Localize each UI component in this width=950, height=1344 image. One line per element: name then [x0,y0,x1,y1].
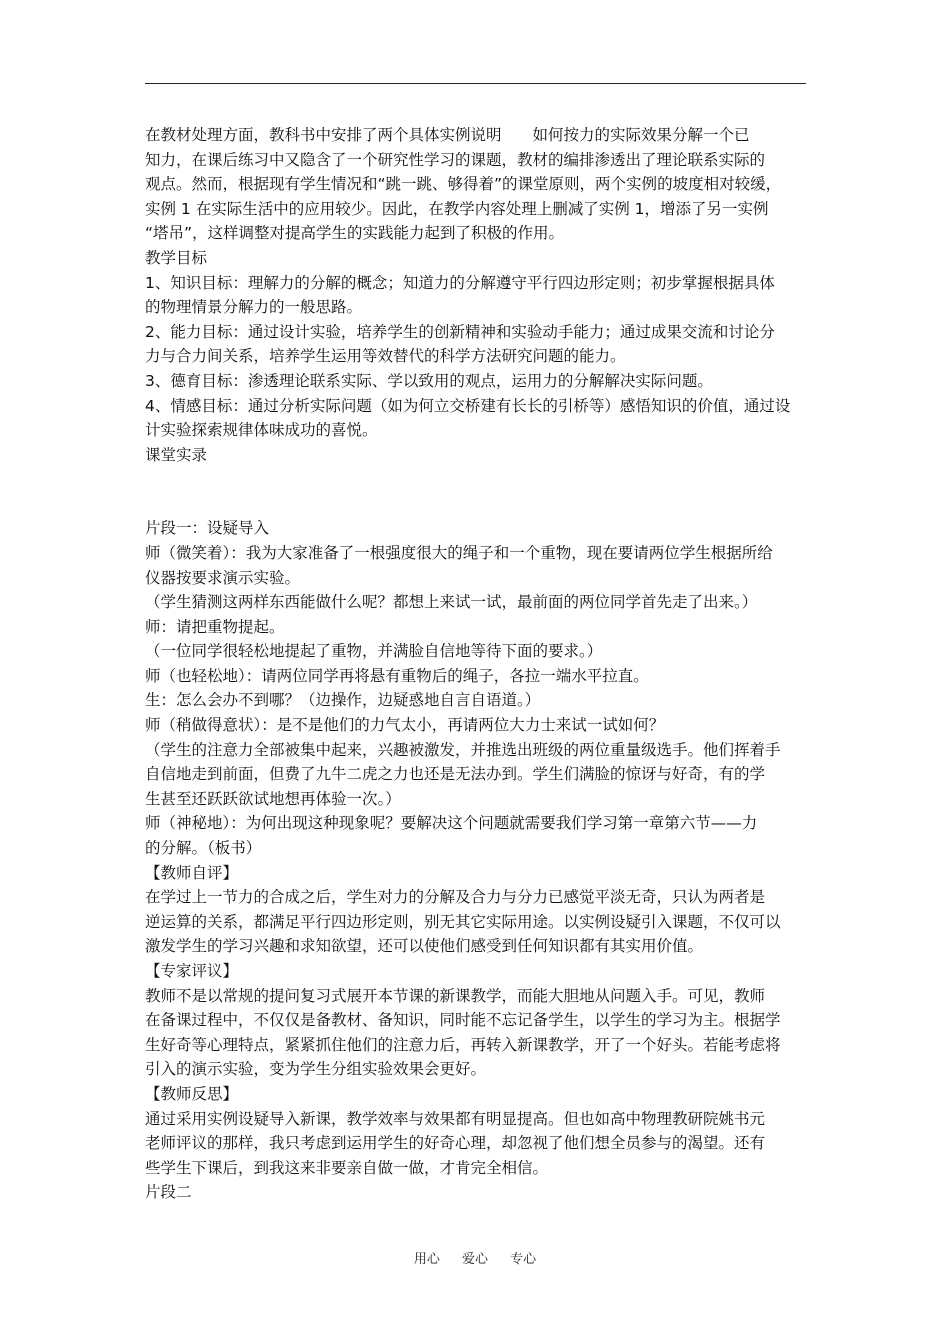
subsection-heading: 【教师自评】 [145,863,239,882]
subsection-heading: 【教师反思】 [145,1084,239,1103]
paragraph-line: 激发学生的学习兴趣和求知欲望，还可以使他们感受到任何知识都有其实用价值。 [145,937,704,956]
paragraph-line: 1、知识目标：理解力的分解的概念；知道力的分解遵守平行四边形定则；初步掌握根据具体 [145,273,775,292]
paragraph-line: 师（稍做得意状）：是不是他们的力气太小，再请两位大力士来试一试如何？ [145,716,665,735]
paragraph-line: “塔吊”，这样调整对提高学生的实践能力起到了积极的作用。 [145,224,565,243]
header-rule [145,83,806,84]
paragraph-line: 观点。然而，根据现有学生情况和“跳一跳、够得着”的课堂原则，两个实例的坡度相对较缓， [145,175,782,194]
paragraph-line: 师（神秘地）：为何出现这种现象呢？要解决这个问题就需要我们学习第一章第六节——力 [145,814,758,833]
section-heading: 课堂实录 [145,445,208,464]
section-heading: 片段一：设疑导入 [145,519,270,538]
paragraph-line: 老师评议的那样，我只考虑到运用学生的好奇心理，却忽视了他们想全员参与的渴望。还有 [145,1134,766,1153]
paragraph-line: 知力，在课后练习中又隐含了一个研究性学习的课题，教材的编排渗透出了理论联系实际的 [145,150,766,169]
paragraph-line: 实例 1 在实际生活中的应用较少。因此，在教学内容处理上删减了实例 1，增添了另一实例 [145,199,769,218]
paragraph-line: 师（也轻松地）：请两位同学再将悬有重物后的绳子，各拉一端水平拉直。 [145,666,649,685]
paragraph-line: 引入的演示实验，变为学生分组实验效果会更好。 [145,1060,487,1079]
paragraph-line: 力与合力间关系，培养学生运用等效替代的科学方法研究问题的能力。 [145,347,626,366]
paragraph-line: （学生的注意力全部被集中起来，兴趣被激发，并推选出班级的两位重量级选手。他们挥着手 [145,740,781,759]
paragraph-line: 自信地走到前面，但费了九牛二虎之力也还是无法办到。学生们满脸的惊讶与好奇，有的学 [145,765,766,784]
paragraph-line: 在教材处理方面，教科书中安排了两个具体实例说明 如何按力的实际效果分解一个已 [145,126,750,144]
paragraph-line: 仪器按要求演示实验。 [145,568,301,587]
paragraph-line: 通过采用实例设疑导入新课，教学效率与效果都有明显提高。但也如高中物理教研院姚书元 [145,1109,766,1128]
page-footer: 用心 爱心 专心 [413,1252,537,1267]
subsection-heading: 【专家评议】 [145,962,239,980]
paragraph-line: （一位同学很轻松地提起了重物，并满脸自信地等待下面的要求。） [145,642,603,661]
paragraph-line: 师（微笑着）：我为大家准备了一根强度很大的绳子和一个重物，现在要请两位学生根据所给 [145,543,773,562]
paragraph-line: （学生猜测这两样东西能做什么呢？都想上来试一试，最前面的两位同学首先走了出来。） [145,593,758,612]
paragraph-line: 的物理情景分解力的一般思路。 [145,298,363,317]
paragraph-line: 在备课过程中，不仅仅是备教材、备知识，同时能不忘记备学生，以学生的学习为主。根据学 [145,1011,781,1030]
paragraph-line: 教师不是以常规的提问复习式展开本节课的新课教学，而能大胆地从问题入手。可见，教师 [145,986,766,1005]
document-body [145,123,810,1205]
paragraph-line: 生甚至还跃跃欲试地想再体验一次。） [145,789,401,808]
paragraph-line: 2、能力目标：通过设计实验，培养学生的创新精神和实验动手能力；通过成果交流和讨论分 [145,322,775,341]
paragraph-line: 计实验探索规律体味成功的喜悦。 [145,421,378,440]
paragraph-line: 逆运算的关系，都满足平行四边形定则，别无其它实际用途。以实例设疑引入课题，不仅可以 [145,912,781,931]
paragraph-line: 生：怎么会办不到哪？（边操作，边疑惑地自言自语道。） [145,691,541,710]
paragraph-line: 在学过上一节力的合成之后，学生对力的分解及合力与分力已感觉平淡无奇，只认为两者是 [145,888,766,907]
paragraph-line: 师：请把重物提起。 [145,617,285,636]
paragraph-line: 4、情感目标：通过分析实际问题（如为何立交桥建有长长的引桥等）感悟知识的价值，通过设 [145,396,791,415]
paragraph-line: 生好奇等心理特点，紧紧抓住他们的注意力后，再转入新课教学，开了一个好头。若能考虑将 [145,1035,781,1054]
section-heading: 教学目标 [145,248,208,267]
paragraph-line: 些学生下课后，到我这来非要亲自做一做，才肯完全相信。 [145,1158,549,1177]
paragraph-line: 3、德育目标：渗透理论联系实际、学以致用的观点，运用力的分解解决实际问题。 [145,371,713,390]
blank-space [145,467,810,516]
section-heading: 片段二 [145,1183,192,1202]
paragraph-line: 的分解。（板书） [145,839,262,858]
